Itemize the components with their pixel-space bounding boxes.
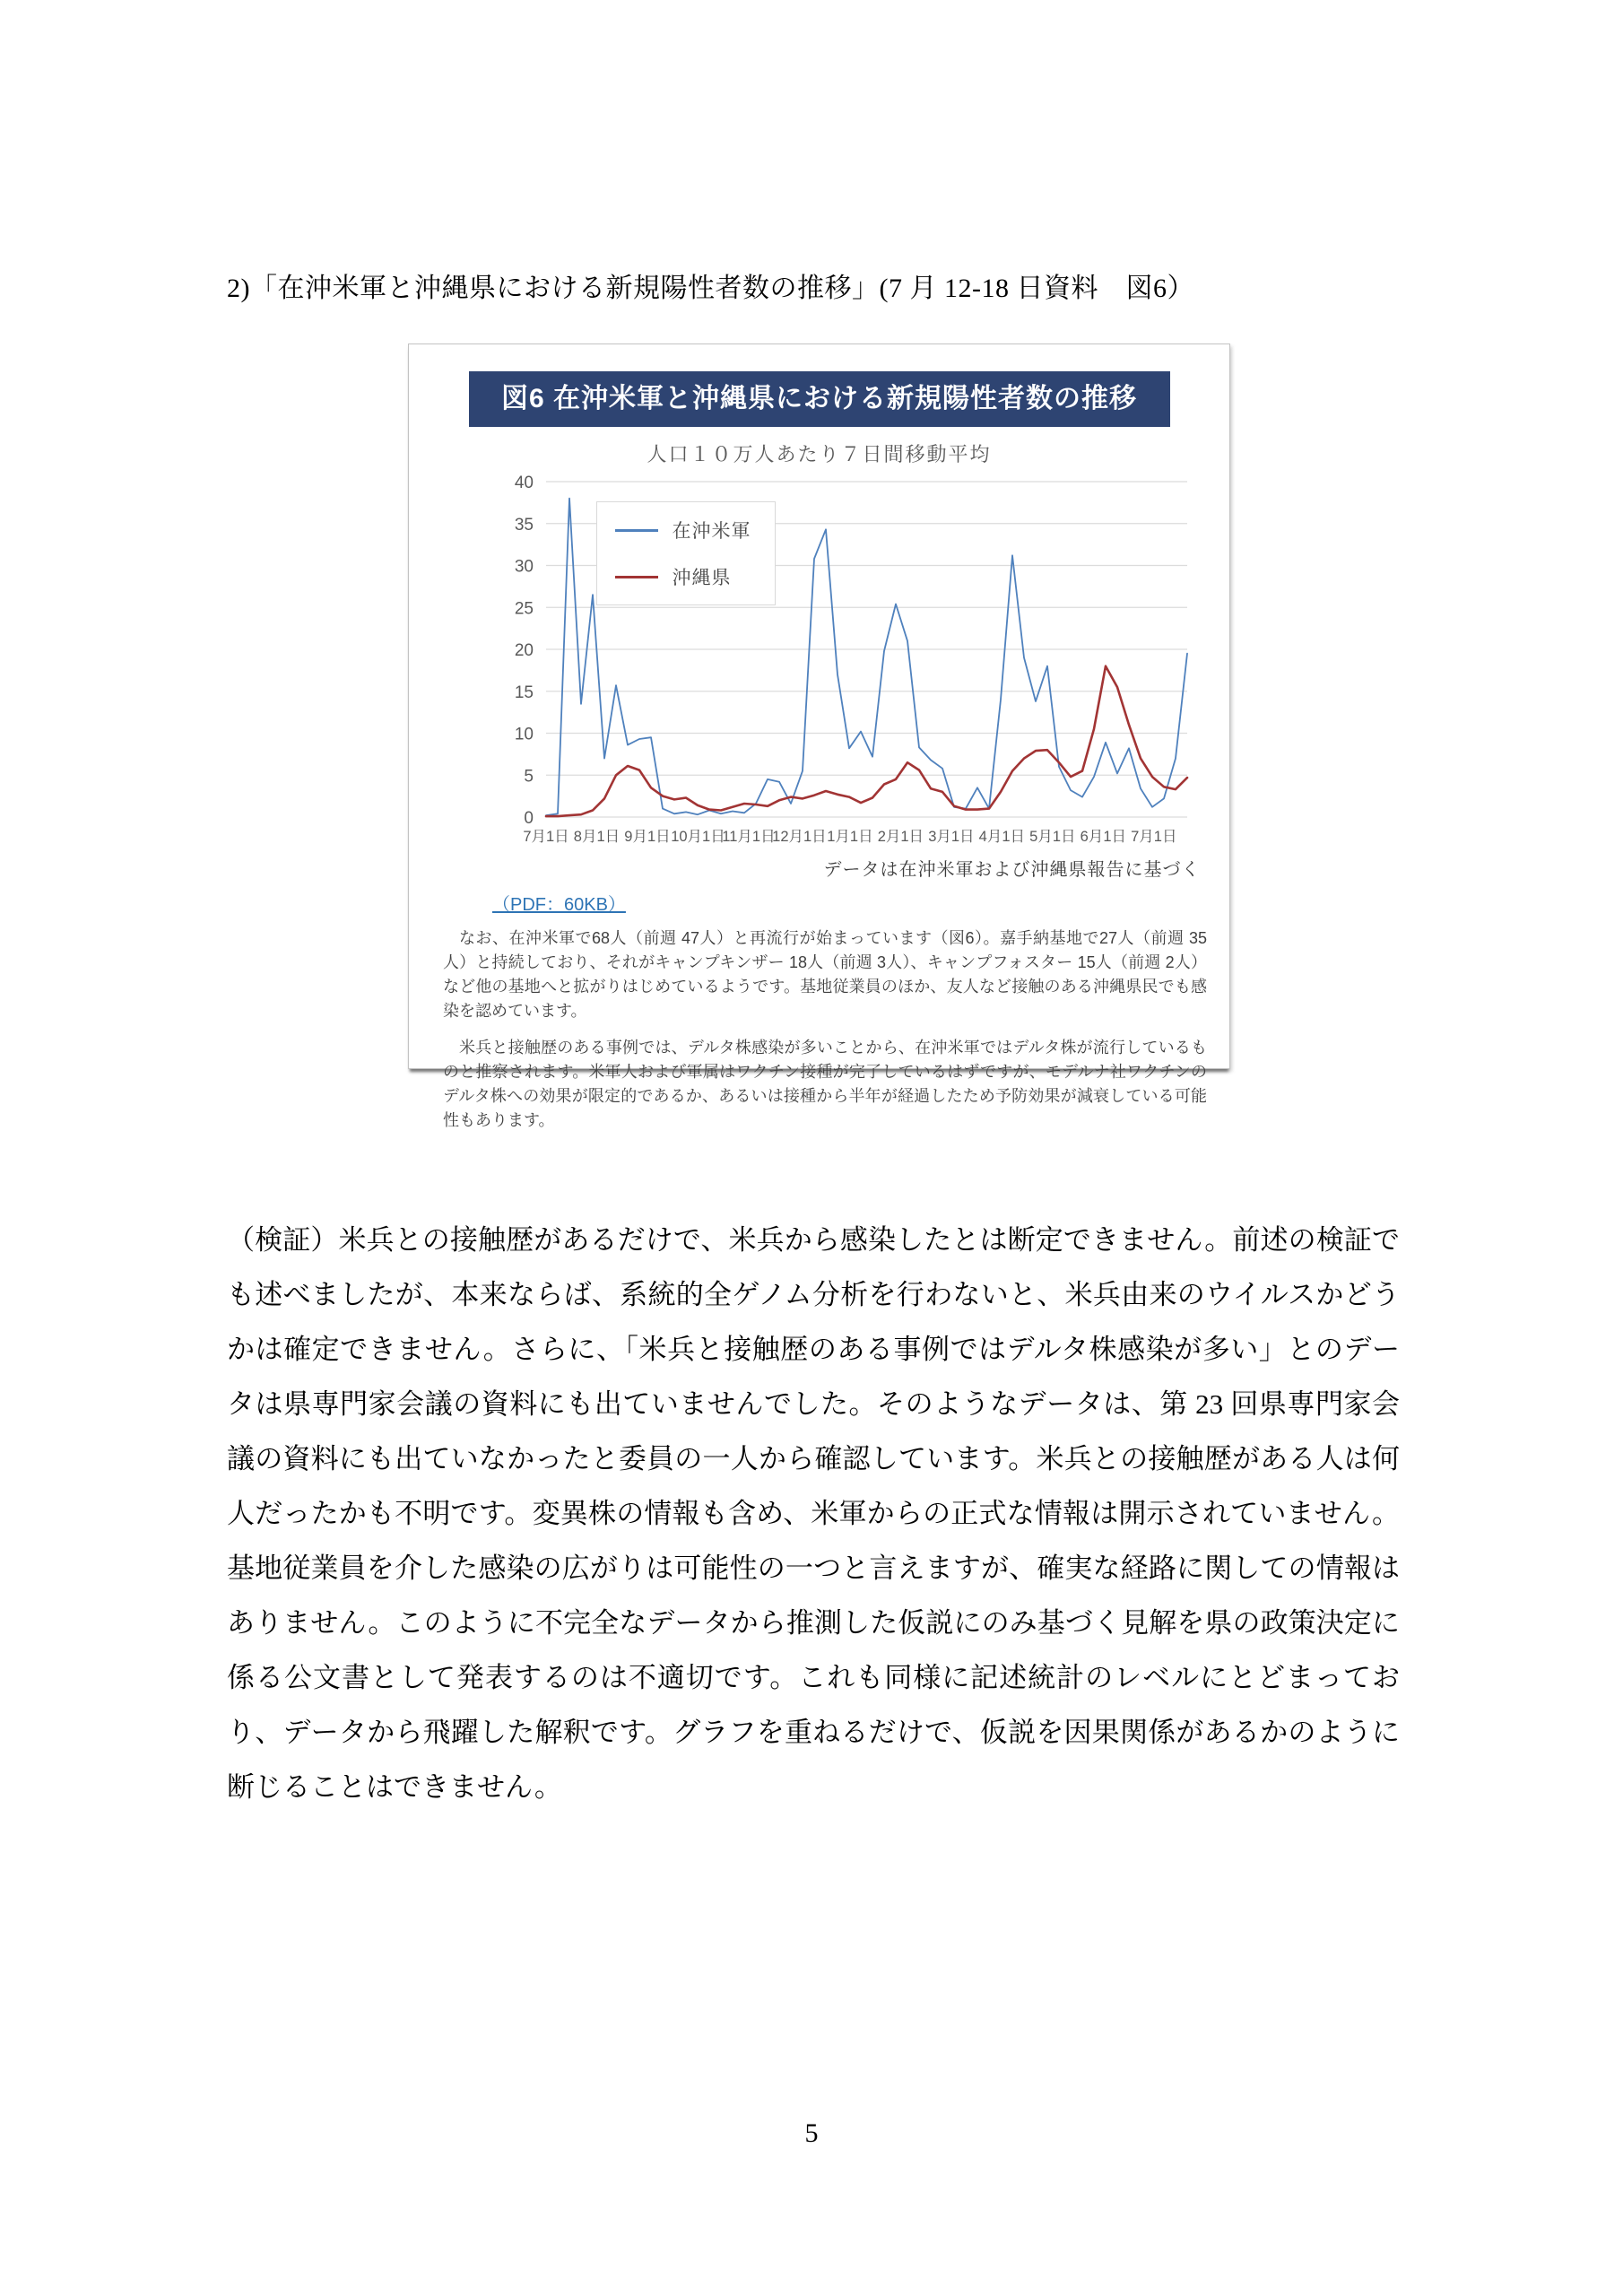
legend-item-us-military — [615, 517, 751, 544]
svg-text:6月1日: 6月1日 — [1080, 829, 1126, 845]
chart-canvas — [430, 469, 1210, 853]
blue-line-swatch-icon — [615, 529, 658, 532]
figure-title-bar: 図6 在沖米軍と沖縄県における新規陽性者数の推移 — [469, 371, 1170, 427]
svg-text:5: 5 — [523, 767, 534, 787]
svg-text:3月1日: 3月1日 — [927, 829, 975, 845]
pdf-link[interactable]: （PDF：60KB） — [492, 895, 626, 915]
section-heading: 2)「在沖米軍と沖縄県における新規陽性者数の推移」(7 月 12-18 日資料 図6） — [227, 274, 1194, 303]
svg-text:10: 10 — [514, 725, 534, 744]
figure-subtitle: 人口１０万人あたり７日間移動平均 — [647, 443, 992, 465]
svg-text:11月1日: 11月1日 — [721, 829, 776, 845]
page-number: 5 — [804, 2118, 819, 2148]
data-source-caption: データは在沖米軍および沖縄県報告に基づく — [823, 860, 1201, 880]
svg-text:5月1日: 5月1日 — [1028, 829, 1076, 845]
svg-text:1月1日: 1月1日 — [826, 829, 873, 845]
figure-note-1: なお、在沖米軍で68人（前週 47人）と再流行が始まっています（図6）。嘉手納基地で27人（前週 35人）と持続しており、それがキャンプキンザー 18人（前週 3人）、キャンプフォスター 15人（前週 2人）など他の基地へと拡がりはじめているようです。基地従業員のほか、友人など接触のある沖縄県民でも感染を認めています。 — [443, 929, 1207, 1020]
svg-text:35: 35 — [514, 515, 534, 535]
svg-text:2月1日: 2月1日 — [877, 829, 924, 845]
red-line-swatch-icon — [615, 576, 658, 578]
figure-note-2: 米兵と接触歴のある事例では、デルタ株感染が多いことから、在沖米軍ではデルタ株が流行しているものと推察されます。米軍人および軍属はワクチン接種が完了しているはずですが、モデルナ社ワクチンのデルタ株への効果が限定的であるか、あるいは接種から半年が経過したため予防効果が減衰している可能性もあります。 — [443, 1039, 1207, 1129]
legend-item-okinawa — [615, 563, 751, 590]
svg-text:4月1日: 4月1日 — [978, 829, 1025, 845]
body-paragraph: （検証）米兵との接触歴があるだけで、米兵から感染したとは断定できません。前述の検証でも述べましたが、本来ならば、系統的全ゲノム分析を行わないと、米兵由来のウイルスかどうかは確定できません。さらに、「米兵と接触歴のある事例ではデルタ株感染が多い」とのデータは県専門家会議の資料にも出ていませんでした。そのようなデータは、第 23 回県専門家会議の資料にも出ていなかったと委員の一人から確認しています。米兵との接触歴がある人は何人だったかも不明です。変異株の情報も含め、米軍からの正式な情報は開示されていません。基地従業員を介した感染の広がりは可能性の一つと言えますが、確実な経路に関しての情報はありません。このように不完全なデータから推測した仮説にのみ基づく見解を県の政策決定に係る公文書として発表するのは不適切です。これも同様に記述統計のレベルにとどまっており、データから飛躍した解釈です。グラフを重ねるだけで、仮説を因果関係があるかのように断じることはできません。 — [227, 1224, 1400, 1803]
svg-text:10月1日: 10月1日 — [670, 829, 725, 845]
svg-text:20: 20 — [514, 641, 534, 660]
embedded-figure — [408, 344, 1230, 1129]
svg-text:12月1日: 12月1日 — [771, 829, 827, 845]
svg-text:25: 25 — [514, 599, 534, 619]
legend-label: 在沖米軍 — [672, 521, 751, 542]
svg-text:30: 30 — [514, 557, 534, 577]
svg-text:7月1日: 7月1日 — [522, 829, 569, 845]
svg-text:9月1日: 9月1日 — [623, 829, 671, 845]
legend-label: 沖縄県 — [672, 568, 732, 588]
svg-text:7月1日: 7月1日 — [1130, 829, 1176, 845]
svg-text:40: 40 — [514, 474, 534, 492]
chart-legend — [596, 501, 776, 605]
svg-text:8月1日: 8月1日 — [573, 829, 620, 845]
svg-text:15: 15 — [514, 683, 534, 702]
line-chart — [430, 469, 1210, 853]
svg-text:0: 0 — [523, 809, 534, 828]
